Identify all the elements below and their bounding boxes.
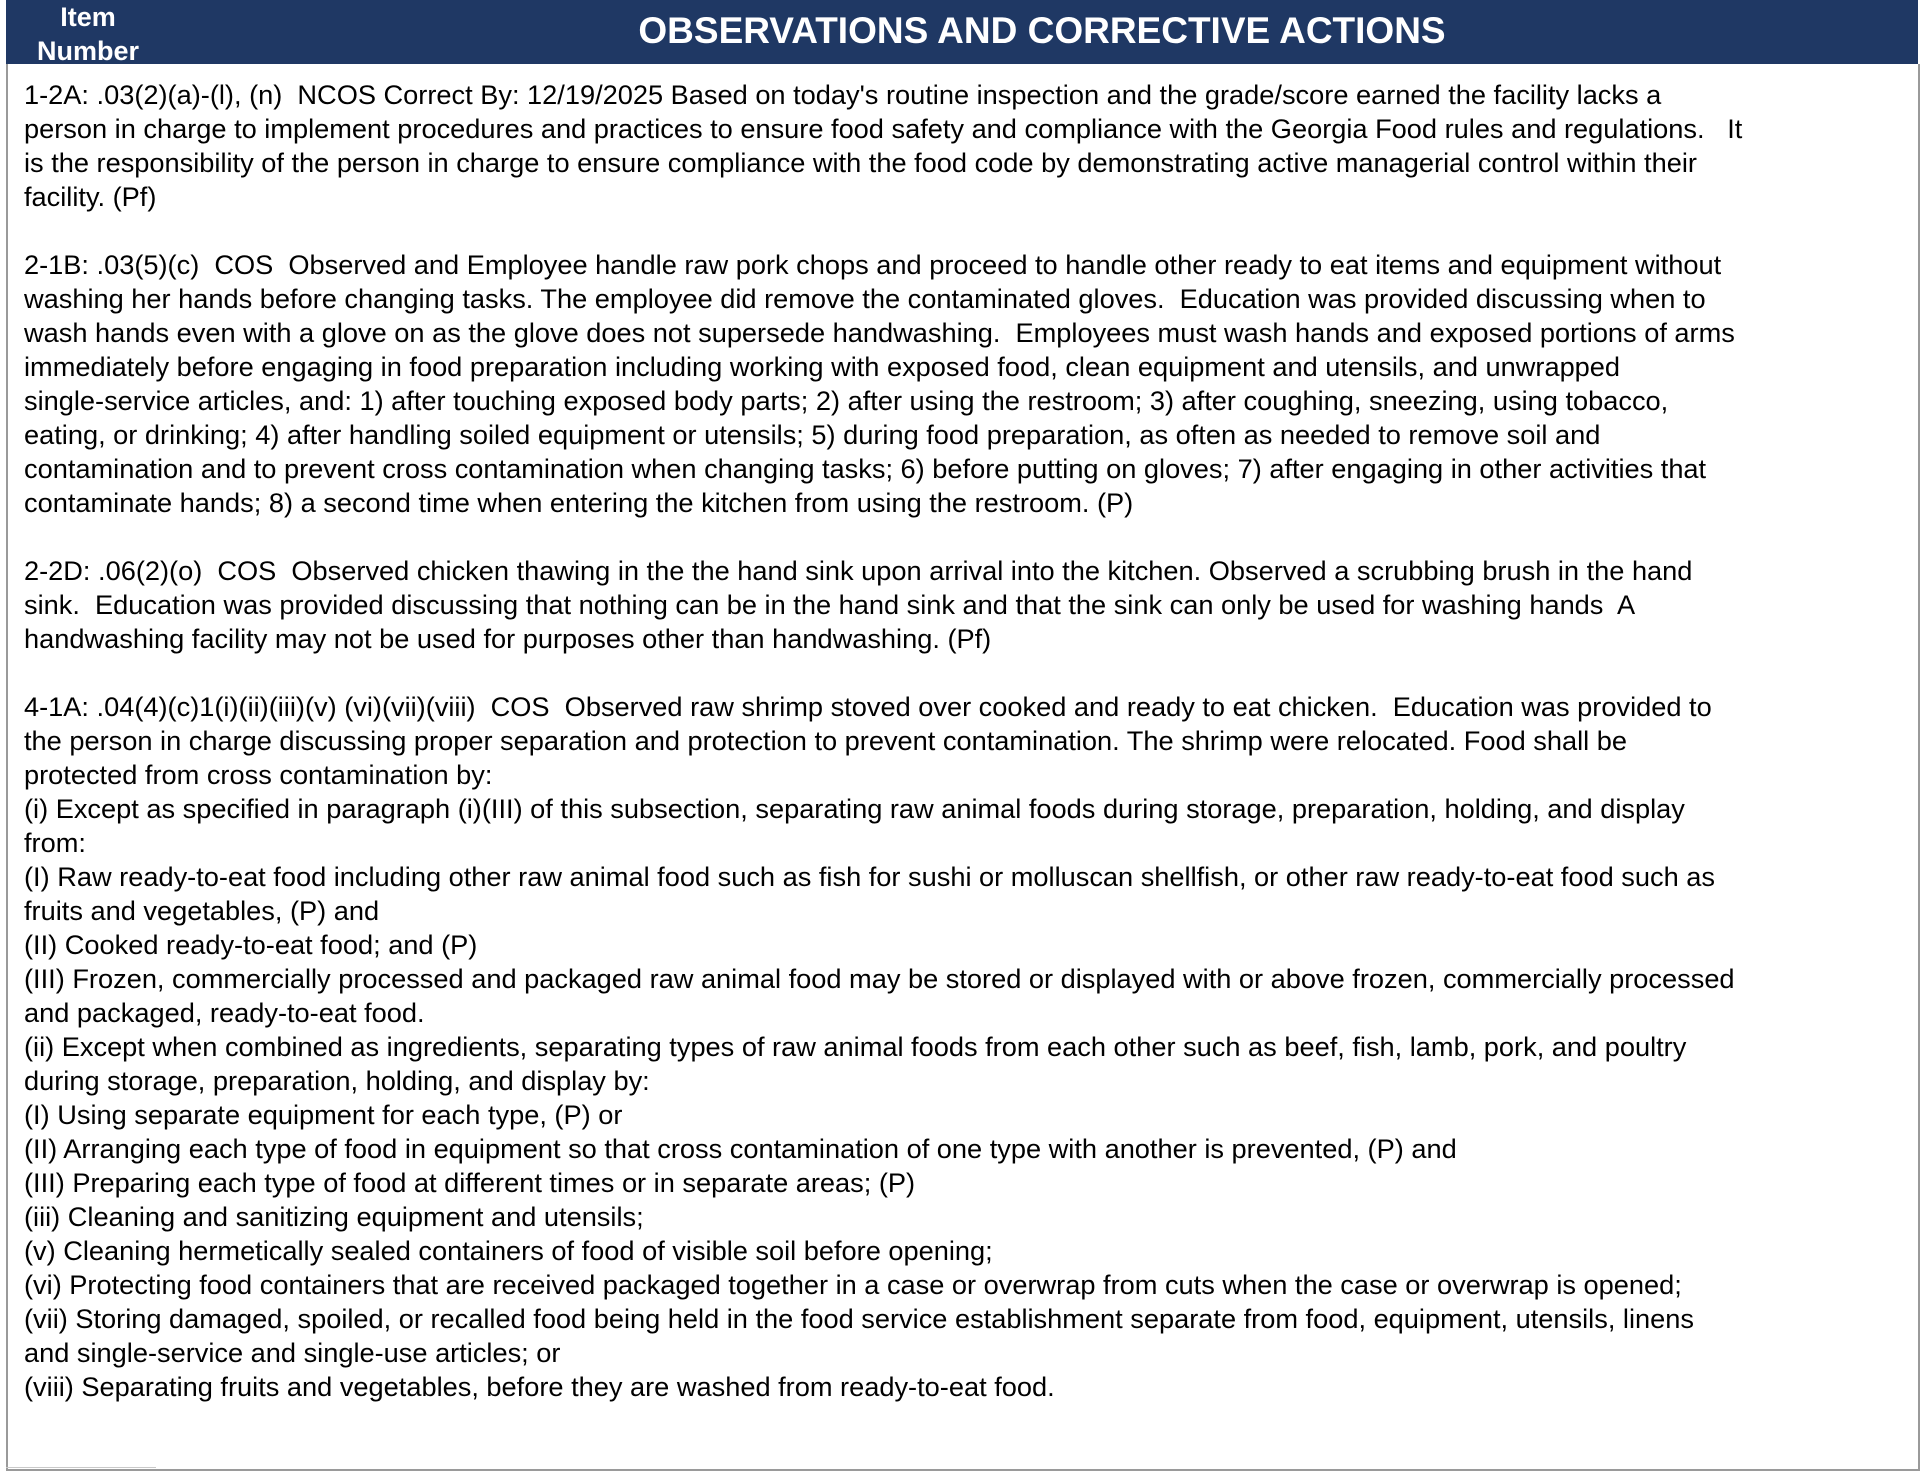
observation-text-line: contamination and to prevent cross contamination when changing tasks; 6) before putting on gloves; 7) after engaging in other activities that: [24, 453, 1707, 484]
observation-text-line: 1-2A: .03(2)(a)-(l), (n) NCOS Correct By: 12/19/2025 Based on today's routine inspection and the grade/score earned the facility lacks a: [24, 79, 1662, 110]
observation-text-line: 4-1A: .04(4)(c)1(i)(ii)(iii)(v) (vi)(vii)(viii) COS Observed raw shrimp stoved over cooked and ready to eat chicken. Education was provided to: [24, 691, 1712, 722]
observation-text-line: (viii) Separating fruits and vegetables, before they are washed from ready-to-eat food.: [24, 1371, 1055, 1402]
observation-text-line: washing her hands before changing tasks. The employee did remove the contaminated gloves. Education was provided discussing when to: [24, 283, 1706, 314]
observation-text-line: sink. Education was provided discussing that nothing can be in the hand sink and that the sink can only be used for washing hands A: [24, 589, 1636, 620]
observation-text-line: (III) Frozen, commercially processed and packaged raw animal food may be stored or displayed with or above frozen, commercially processed: [24, 963, 1735, 994]
section-title: OBSERVATIONS AND CORRECTIVE ACTIONS: [638, 10, 1446, 51]
observation-text-line: wash hands even with a glove on as the glove does not supersede handwashing. Employees must wash hands and exposed portions of arms: [24, 317, 1735, 348]
observation-text-line: (vi) Protecting food containers that are received packaged together in a case or overwrap from cuts when the case or overwrap is opened;: [24, 1269, 1682, 1300]
bottom-divider: [6, 1467, 156, 1468]
observation-text-line: person in charge to implement procedures and practices to ensure food safety and compliance with the Georgia Food rules and regulations. It: [24, 113, 1743, 144]
header-bar: [6, 0, 1918, 64]
observation-text-line: and single-service and single-use articles; or: [24, 1337, 561, 1368]
observation-entry: [24, 690, 1910, 1404]
observation-text-line: eating, or drinking; 4) after handling soiled equipment or utensils; 5) during food preparation, as often as needed to remove soil and: [24, 419, 1601, 450]
observation-text-line: protected from cross contamination by:: [24, 759, 493, 790]
observation-entry: [24, 248, 1910, 520]
observation-text-line: (II) Cooked ready-to-eat food; and (P): [24, 929, 478, 960]
observation-entry: [24, 78, 1910, 214]
observation-text-line: from:: [24, 827, 86, 858]
observation-entry: [24, 554, 1910, 656]
observations-list: [24, 78, 1910, 1438]
observation-text-line: 2-2D: .06(2)(o) COS Observed chicken thawing in the the hand sink upon arrival into the kitchen. Observed a scrubbing brush in the hand: [24, 555, 1693, 586]
observation-text-line: contaminate hands; 8) a second time when entering the kitchen from using the restroom. (P): [24, 487, 1134, 518]
observation-text-line: (v) Cleaning hermetically sealed containers of food of visible soil before opening;: [24, 1235, 993, 1266]
observation-text-line: single-service articles, and: 1) after touching exposed body parts; 2) after using the restroom; 3) after coughing, sneezing, using tobacco,: [24, 385, 1669, 416]
observations-panel: [6, 64, 1920, 1471]
observation-text-line: (ii) Except when combined as ingredients, separating types of raw animal foods from each other such as beef, fish, lamb, pork, and poultry: [24, 1031, 1687, 1062]
observation-text-line: and packaged, ready-to-eat food.: [24, 997, 425, 1028]
observation-text-line: handwashing facility may not be used for purposes other than handwashing. (Pf): [24, 623, 992, 654]
observation-text-line: (II) Arranging each type of food in equipment so that cross contamination of one type with another is prevented, (P) and: [24, 1133, 1457, 1164]
observation-text-line: is the responsibility of the person in charge to ensure compliance with the food code by demonstrating active managerial control within their: [24, 147, 1697, 178]
observation-text-line: (III) Preparing each type of food at different times or in separate areas; (P): [24, 1167, 916, 1198]
observation-text-line: facility. (Pf): [24, 181, 157, 212]
observation-text-line: fruits and vegetables, (P) and: [24, 895, 380, 926]
observation-text-line: (I) Raw ready-to-eat food including other raw animal food such as fish for sushi or molluscan shellfish, or other raw ready-to-eat food such as: [24, 861, 1715, 892]
observation-text-line: (I) Using separate equipment for each type, (P) or: [24, 1099, 623, 1130]
observation-text-line: the person in charge discussing proper separation and protection to prevent contamination. The shrimp were relocated. Food shall be: [24, 725, 1627, 756]
observation-text-line: immediately before engaging in food preparation including working with exposed food, clean equipment and utensils, and unwrapped: [24, 351, 1621, 382]
item-number-column-label: Item Number: [36, 2, 139, 66]
observation-text-line: during storage, preparation, holding, and display by:: [24, 1065, 650, 1096]
observation-text-line: (iii) Cleaning and sanitizing equipment and utensils;: [24, 1201, 644, 1232]
observation-text-line: (i) Except as specified in paragraph (i)(III) of this subsection, separating raw animal foods during storage, preparation, holding, and display: [24, 793, 1685, 824]
observation-text-line: (vii) Storing damaged, spoiled, or recalled food being held in the food service establishment separate from food, equipment, utensils, linens: [24, 1303, 1694, 1334]
observation-text-line: 2-1B: .03(5)(c) COS Observed and Employee handle raw pork chops and proceed to handle other ready to eat items and equipment without: [24, 249, 1722, 280]
